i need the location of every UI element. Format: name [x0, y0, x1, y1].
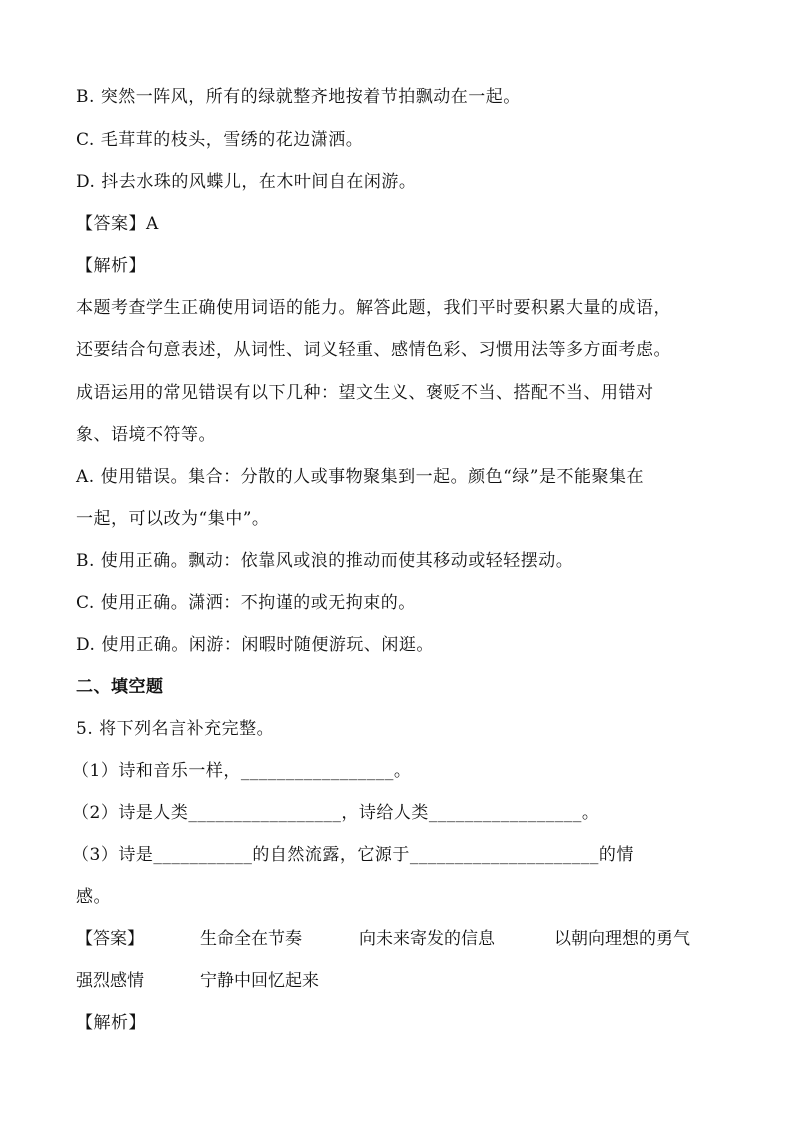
- explanation-d-line: D. 使用正确。闲游：闲暇时随便游玩、闲逛。: [76, 635, 434, 655]
- answer-blank: 以朝向理想的勇气: [554, 929, 690, 949]
- answer-row-2: [76, 970, 716, 992]
- answer-blank: 向未来寄发的信息: [359, 929, 495, 949]
- analysis-heading: 【解析】: [76, 1013, 146, 1033]
- question-5-item-3: （3）诗是___________的自然流露，它源于_____________________的情: [72, 845, 634, 865]
- answer-blank: 强烈感情: [76, 971, 144, 991]
- section-heading: 二、填空题: [76, 677, 164, 697]
- question-5-item-3-continuation: 感。: [76, 887, 111, 907]
- answer-row-1: [76, 928, 716, 950]
- option-c-line: C. 毛茸茸的枝头，雪绣的花边潇洒。: [76, 130, 364, 150]
- question-5-item-1: （1）诗和音乐一样，_________________。: [72, 761, 412, 781]
- option-d-line: D. 抖去水珠的风蝶儿，在木叶间自在闲游。: [76, 172, 417, 192]
- question-5-title: 5. 将下列名言补充完整。: [76, 719, 275, 739]
- answer-blank: 生命全在节奏: [200, 929, 302, 949]
- analysis-paragraph-line: 成语运用的常见错误有以下几种：望文生义、褒贬不当、搭配不当、用错对: [76, 383, 654, 403]
- explanation-b-line: B. 使用正确。飘动：依靠风或浪的推动而使其移动或轻轻摆动。: [76, 551, 574, 571]
- question-5-item-2: （2）诗是人类_________________，诗给人类_________________。: [72, 803, 600, 823]
- answer-blank: 宁静中回忆起来: [200, 971, 319, 991]
- option-b-line: B. 突然一阵风，所有的绿就整齐地按着节拍飘动在一起。: [76, 87, 521, 107]
- analysis-paragraph-line: 还要结合句意表述，从词性、词义轻重、感情色彩、习惯用法等多方面考虑。: [76, 340, 671, 360]
- analysis-heading: 【解析】: [76, 256, 146, 276]
- analysis-paragraph-line: 本题考查学生正确使用词语的能力。解答此题，我们平时要积累大量的成语，: [76, 298, 671, 318]
- explanation-c-line: C. 使用正确。潇洒：不拘谨的或无拘束的。: [76, 593, 416, 613]
- explanation-a-line: A. 使用错误。集合：分散的人或事物聚集到一起。颜色“绿”是不能聚集在: [76, 467, 644, 487]
- analysis-paragraph-line: 象、语境不符等。: [76, 425, 216, 445]
- answer-line: 【答案】A: [76, 214, 159, 234]
- explanation-a-line: 一起，可以改为“集中”。: [76, 509, 270, 529]
- answer-label: 【答案】: [76, 929, 144, 949]
